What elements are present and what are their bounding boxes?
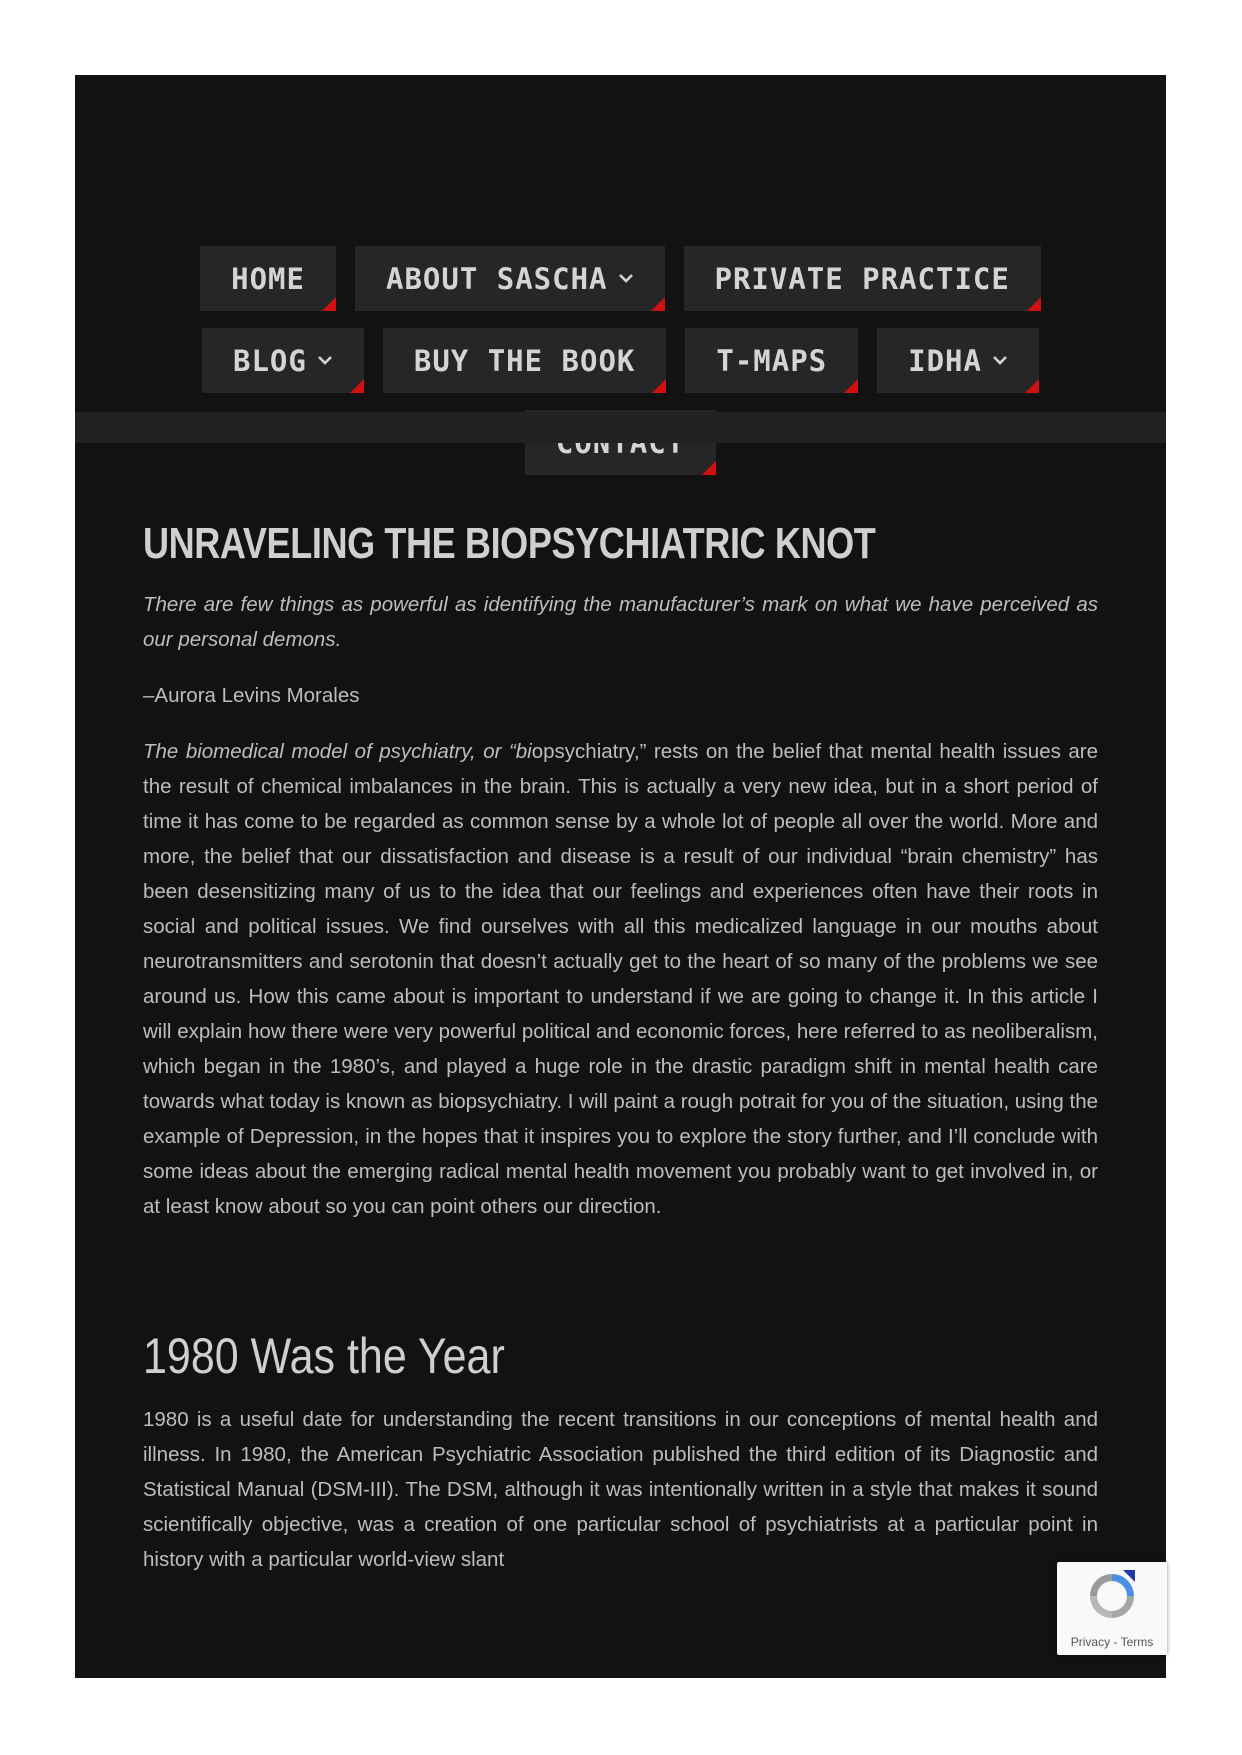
red-corner-accent — [350, 379, 364, 393]
nav-idha-label: IDHA — [908, 343, 982, 378]
quote-attribution: –Aurora Levins Morales — [143, 684, 360, 707]
intro-paragraph — [143, 734, 1098, 1224]
nav-t-maps-label: T-MAPS — [716, 343, 828, 378]
intro-italic-text: The biomedical model of psychiatry, or “bi — [143, 740, 532, 763]
nav-t-maps[interactable] — [685, 328, 858, 393]
section-heading: 1980 Was the Year — [143, 1328, 505, 1384]
red-corner-accent — [844, 379, 858, 393]
section-paragraph: 1980 is a useful date for understanding the recent transitions in our conceptions of mental health and illness. In 1980, the American Psychiatric Association published the third edition of its Diagnostic and Statistical Manual (DSM-III). The DSM, although it was intentionally written in a style that makes it sound scientifically objective, was a creation of one particular school of psychiatrists at a particular point in history with a particular world-view slant — [143, 1408, 1098, 1571]
chevron-down-icon — [618, 273, 634, 284]
chevron-down-icon — [992, 355, 1008, 366]
nav-private-practice-label: PRIVATE PRACTICE — [714, 261, 1010, 296]
chevron-down-icon — [317, 355, 333, 366]
nav-blog-label: BLOG — [233, 343, 307, 378]
nav-about-sascha-label: ABOUT SASCHA — [385, 261, 608, 296]
red-corner-accent — [651, 297, 665, 311]
intro-text: opsychiatry,” rests on the belief that mental health issues are the result of chemical imbalances in the brain. This is actually a very new idea, but in a short period of time it has come to be regarded as common sense by a whole lot of people all over the world. More and more, the belief that our dissatisfaction and disease is a result of our individual “brain chemistry” has been desensitizing many of us to the idea that our feelings and experiences often have their roots in social and political issues. We find ourselves with all this medicalized language in our mouths about neurotransmitters and serotonin that doesn’t actually get to the heart of so many of the problems we see around us. How this came about is important to understand if we are going to change it. In this article I will explain how there were very powerful political and economic forces, here referred to as neoliberalism, which began in the 1980’s, and played a huge role in the drastic paradigm shift in mental health care towards what today is known as biopsychiatry. I will paint a rough potrait for you of the situation, using the example of Depression, in the hopes that it inspires you to explore the story further, and I’ll conclude with some ideas about the emerging radical mental health movement you probably want to get involved in, or at least know about so you can point others our direction. — [143, 740, 1098, 1218]
nav-about-sascha[interactable] — [355, 246, 665, 311]
nav-home[interactable] — [200, 246, 336, 311]
header-divider-strip — [75, 412, 1166, 443]
recaptcha-icon — [1083, 1570, 1141, 1626]
recaptcha-links — [1057, 1635, 1167, 1649]
recaptcha-privacy-link[interactable]: Privacy — [1070, 1635, 1111, 1649]
recaptcha-terms-link[interactable]: Terms — [1120, 1635, 1154, 1649]
nav-private-practice[interactable] — [684, 246, 1041, 311]
nav-idha[interactable] — [877, 328, 1039, 393]
nav-blog[interactable] — [202, 328, 364, 393]
article — [143, 515, 1098, 1577]
nav-home-label: HOME — [231, 261, 305, 296]
red-corner-accent — [1025, 379, 1039, 393]
page-frame — [75, 75, 1166, 1678]
red-corner-accent — [322, 297, 336, 311]
recaptcha-separator: - — [1110, 1635, 1121, 1649]
red-corner-accent — [652, 379, 666, 393]
article-title: UNRAVELING THE BIOPSYCHIATRIC KNOT — [143, 519, 876, 568]
red-corner-accent — [702, 461, 716, 475]
red-corner-accent — [1027, 297, 1041, 311]
nav-buy-the-book[interactable] — [383, 328, 667, 393]
recaptcha-badge[interactable] — [1057, 1562, 1167, 1655]
nav-buy-the-book-label: BUY THE BOOK — [413, 343, 636, 378]
epigraph-quote: There are few things as powerful as identifying the manufacturer’s mark on what we have perceived as our personal demons. — [143, 593, 1098, 651]
